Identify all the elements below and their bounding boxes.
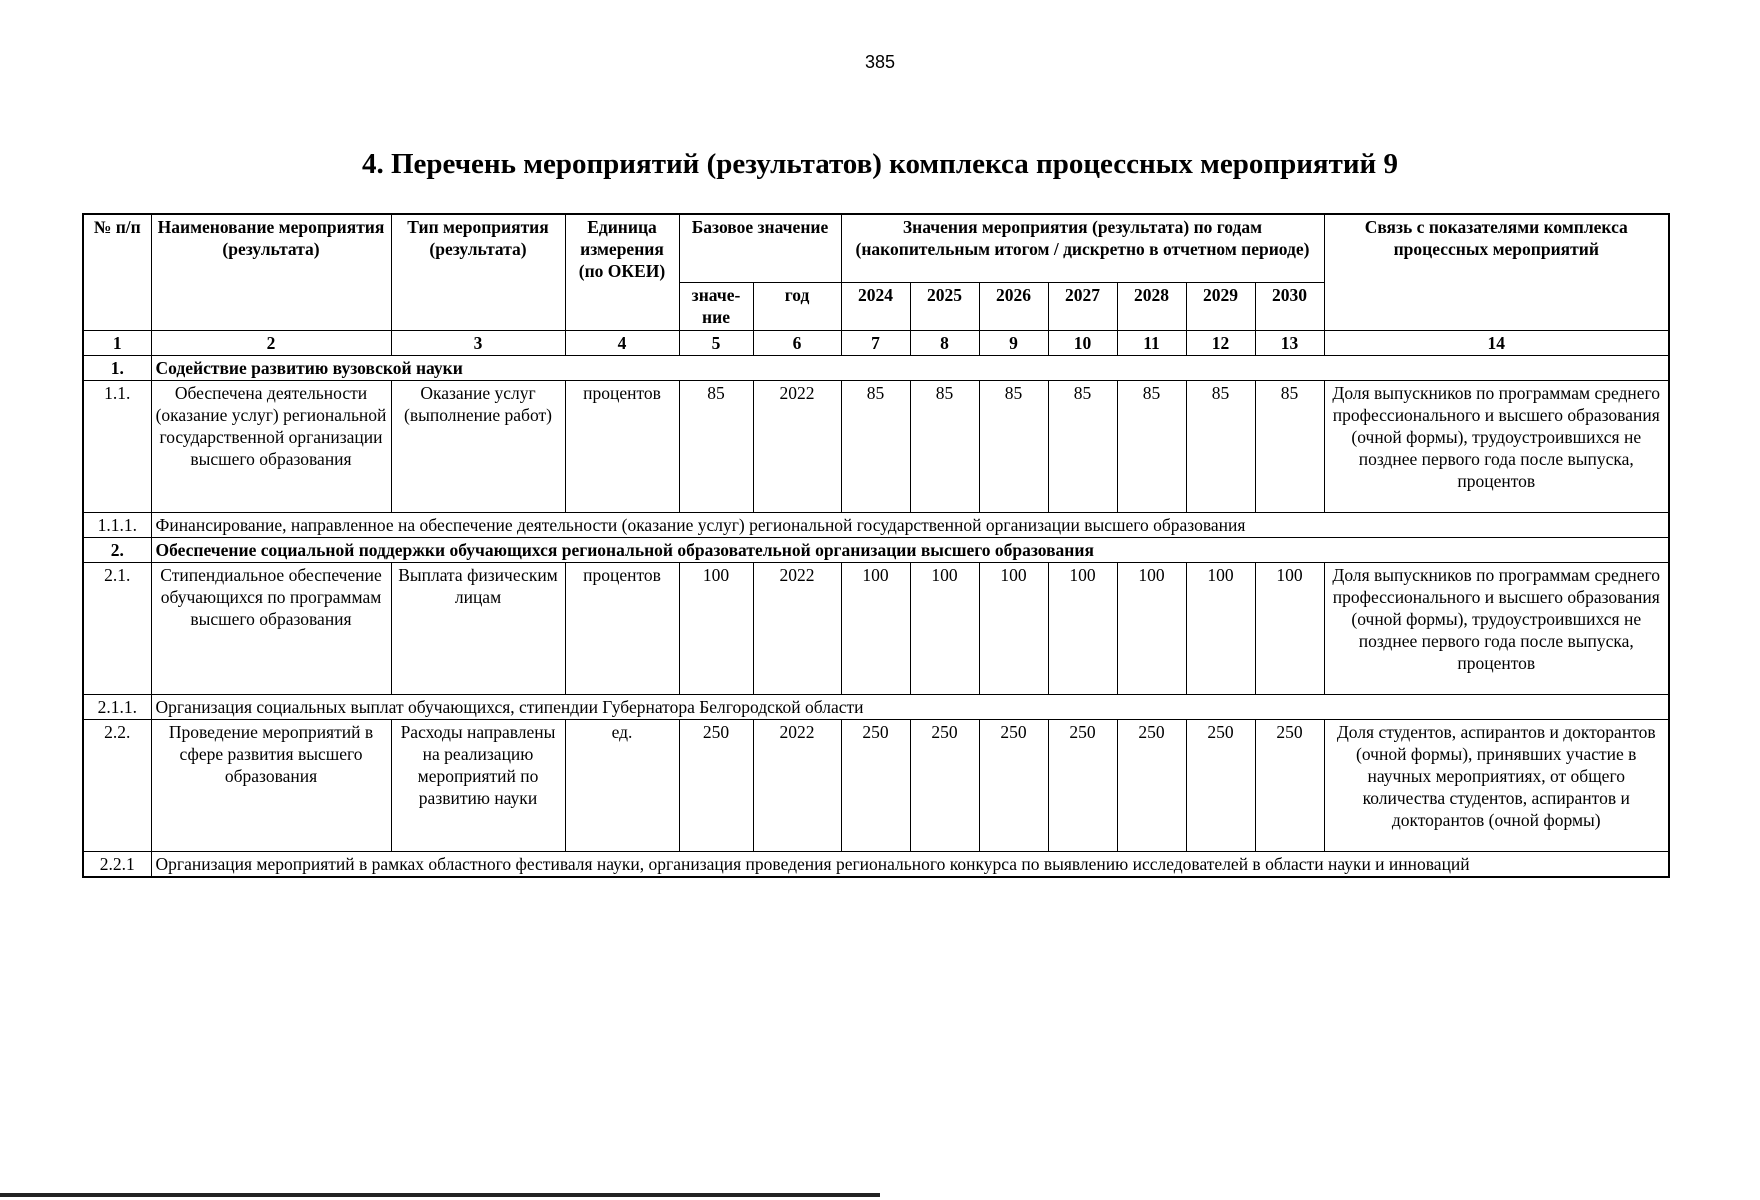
base-year: 2022 xyxy=(753,380,841,512)
column-number: 10 xyxy=(1048,330,1117,355)
header-years-group: Значения мероприятия (результата) по годам (накопительным итогом / дискретно в отчетном периоде) xyxy=(841,214,1324,282)
measure-row xyxy=(83,380,1669,512)
header-base-year: год xyxy=(753,282,841,330)
base-value: 250 xyxy=(679,719,753,851)
year-value: 250 xyxy=(910,719,979,851)
section-row xyxy=(83,537,1669,562)
column-number: 3 xyxy=(391,330,565,355)
measure-name: Проведение мероприятий в сфере развития высшего образования xyxy=(151,719,391,851)
sub-measure-text: Финансирование, направленное на обеспечение деятельности (оказание услуг) региональной государственной организации высшего образования xyxy=(151,512,1669,537)
year-value: 250 xyxy=(1186,719,1255,851)
year-value: 85 xyxy=(1255,380,1324,512)
header-base-value: значе-ние xyxy=(679,282,753,330)
row-number: 1.1. xyxy=(83,380,151,512)
section-row xyxy=(83,355,1669,380)
year-value: 85 xyxy=(841,380,910,512)
column-number: 7 xyxy=(841,330,910,355)
year-value: 100 xyxy=(1255,562,1324,694)
header-year: 2030 xyxy=(1255,282,1324,330)
sub-measure-text: Организация социальных выплат обучающихся, стипендии Губернатора Белгородской области xyxy=(151,694,1669,719)
header-year: 2024 xyxy=(841,282,910,330)
year-value: 250 xyxy=(1255,719,1324,851)
year-value: 100 xyxy=(1186,562,1255,694)
base-year: 2022 xyxy=(753,562,841,694)
measure-row xyxy=(83,719,1669,851)
header-num: № п/п xyxy=(83,214,151,330)
row-number: 2.2. xyxy=(83,719,151,851)
header-year: 2029 xyxy=(1186,282,1255,330)
column-number: 1 xyxy=(83,330,151,355)
year-value: 100 xyxy=(979,562,1048,694)
year-value: 250 xyxy=(841,719,910,851)
indicator-link: Доля студентов, аспирантов и докторантов (очной формы), принявших участие в научных мероприятиях, от общего количества студентов, аспирантов и докторантов (очной формы) xyxy=(1324,719,1669,851)
measure-type: Оказание услуг (выполнение работ) xyxy=(391,380,565,512)
row-number: 2.2.1 xyxy=(83,851,151,877)
column-number: 9 xyxy=(979,330,1048,355)
sub-measure-row xyxy=(83,512,1669,537)
year-value: 100 xyxy=(1117,562,1186,694)
measure-unit: процентов xyxy=(565,380,679,512)
column-number-row xyxy=(83,330,1669,355)
column-number: 4 xyxy=(565,330,679,355)
indicator-link: Доля выпускников по программам среднего профессионального и высшего образования (очной формы), трудоустроившихся не позднее первого года после выпуска, процентов xyxy=(1324,562,1669,694)
measure-name: Обеспечена деятельности (оказание услуг) региональной государственной организации высшего образования xyxy=(151,380,391,512)
header-unit: Единица измерения (по ОКЕИ) xyxy=(565,214,679,330)
column-number: 12 xyxy=(1186,330,1255,355)
document-title: 4. Перечень мероприятий (результатов) комплекса процессных мероприятий 9 xyxy=(361,148,1399,180)
header-type: Тип мероприятия (результата) xyxy=(391,214,565,330)
year-value: 85 xyxy=(1117,380,1186,512)
column-number: 8 xyxy=(910,330,979,355)
measure-name: Стипендиальное обеспечение обучающихся по программам высшего образования xyxy=(151,562,391,694)
base-value: 85 xyxy=(679,380,753,512)
column-number: 2 xyxy=(151,330,391,355)
row-number: 2.1.1. xyxy=(83,694,151,719)
measures-table xyxy=(82,213,1670,878)
indicator-link: Доля выпускников по программам среднего профессионального и высшего образования (очной формы), трудоустроившихся не позднее первого года после выпуска, процентов xyxy=(1324,380,1669,512)
section-title: Обеспечение социальной поддержки обучающихся региональной образовательной организации высшего образования xyxy=(151,537,1669,562)
year-value: 100 xyxy=(910,562,979,694)
header-year: 2028 xyxy=(1117,282,1186,330)
scan-edge-line xyxy=(0,1193,880,1197)
year-value: 250 xyxy=(1117,719,1186,851)
measure-unit: процентов xyxy=(565,562,679,694)
year-value: 100 xyxy=(841,562,910,694)
column-number: 13 xyxy=(1255,330,1324,355)
year-value: 85 xyxy=(979,380,1048,512)
column-number: 6 xyxy=(753,330,841,355)
year-value: 85 xyxy=(1048,380,1117,512)
section-number: 2. xyxy=(83,537,151,562)
column-number: 11 xyxy=(1117,330,1186,355)
header-name: Наименование мероприятия (результата) xyxy=(151,214,391,330)
measure-unit: ед. xyxy=(565,719,679,851)
base-year: 2022 xyxy=(753,719,841,851)
sub-measure-row xyxy=(83,851,1669,877)
page-number: 385 xyxy=(864,52,896,72)
section-number: 1. xyxy=(83,355,151,380)
column-number: 14 xyxy=(1324,330,1669,355)
year-value: 250 xyxy=(1048,719,1117,851)
measure-type: Выплата физическим лицам xyxy=(391,562,565,694)
year-value: 85 xyxy=(1186,380,1255,512)
year-value: 100 xyxy=(1048,562,1117,694)
section-title: Содействие развитию вузовской науки xyxy=(151,355,1669,380)
row-number: 1.1.1. xyxy=(83,512,151,537)
column-number: 5 xyxy=(679,330,753,355)
header-year: 2026 xyxy=(979,282,1048,330)
sub-measure-text: Организация мероприятий в рамках областного фестиваля науки, организация проведения регионального конкурса по выявлению исследователей в области науки и инноваций xyxy=(151,851,1669,877)
sub-measure-row xyxy=(83,694,1669,719)
row-number: 2.1. xyxy=(83,562,151,694)
header-base: Базовое значение xyxy=(679,214,841,282)
measure-row xyxy=(83,562,1669,694)
year-value: 250 xyxy=(979,719,1048,851)
header-link: Связь с показателями комплекса процессных мероприятий xyxy=(1324,214,1669,330)
header-year: 2025 xyxy=(910,282,979,330)
base-value: 100 xyxy=(679,562,753,694)
year-value: 85 xyxy=(910,380,979,512)
header-year: 2027 xyxy=(1048,282,1117,330)
measure-type: Расходы направлены на реализацию мероприятий по развитию науки xyxy=(391,719,565,851)
